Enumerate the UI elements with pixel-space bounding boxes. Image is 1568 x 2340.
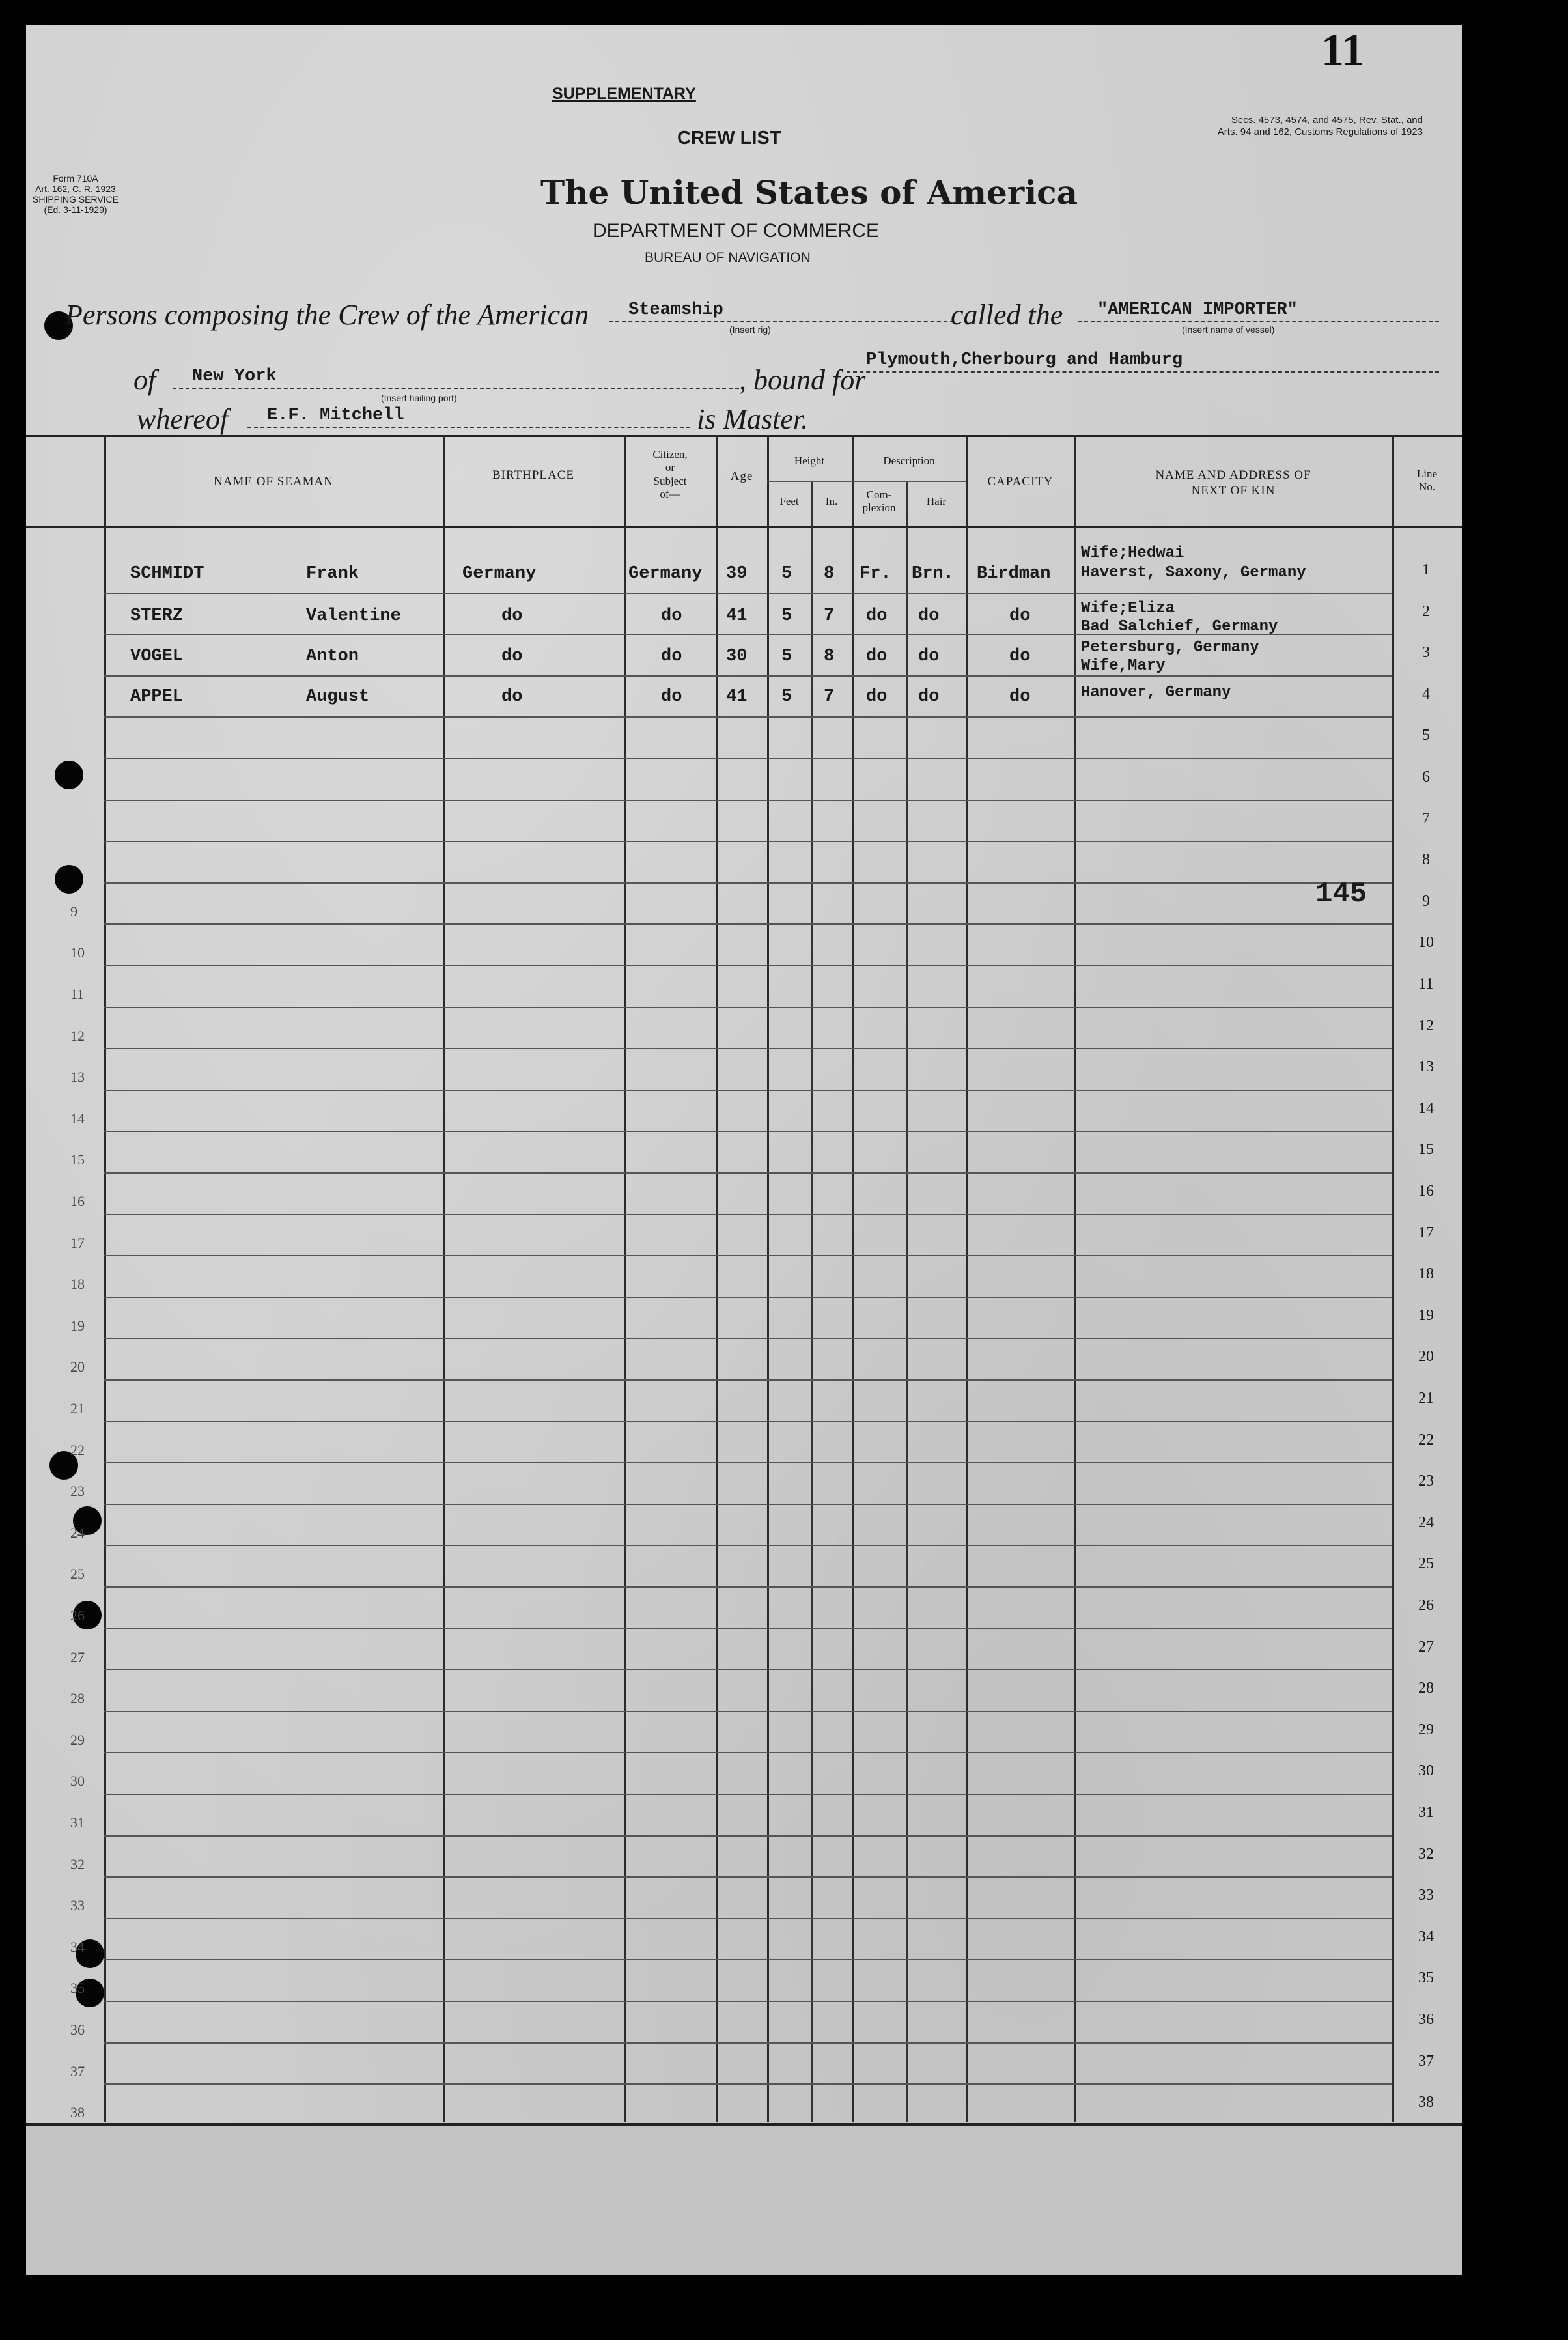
line-number: 7 [1422, 810, 1430, 827]
row-rule [104, 2001, 1392, 2002]
height-feet: 5 [781, 647, 792, 666]
col-kin-header [1074, 468, 1392, 499]
margin-line-number: 35 [70, 1980, 85, 1997]
form-line-4: (Ed. 3-11-1929) [44, 204, 107, 216]
given-name: Valentine [306, 606, 401, 626]
surname: STERZ [130, 606, 184, 626]
hailing-port-field: New York [173, 367, 739, 389]
row-rule [104, 841, 1392, 842]
margin-line-number: 38 [70, 2104, 85, 2121]
row-rule [104, 1007, 1392, 1008]
hair: Brn. [912, 564, 954, 584]
margin-line-number: 33 [70, 1897, 85, 1914]
row-rule [104, 1669, 1392, 1670]
line-number: 1 [1422, 561, 1430, 578]
row-rule [104, 1545, 1392, 1546]
line-number: 22 [1418, 1431, 1434, 1448]
rig-hint: (Insert rig) [729, 324, 771, 335]
age: 30 [726, 647, 748, 666]
margin-line-number: 22 [70, 1441, 85, 1458]
line-number: 35 [1418, 1969, 1434, 1987]
capacity: do [1009, 647, 1031, 666]
row-rule [104, 1918, 1392, 1919]
margin-line-number: 24 [70, 1524, 85, 1541]
line-number: 31 [1418, 1804, 1434, 1821]
citizen-header-line: Citizen, [652, 448, 688, 460]
margin-line-number: 36 [70, 2022, 85, 2038]
kin-name: Hanover, Germany [1081, 684, 1231, 701]
kin-header-line: NEXT OF KIN [1191, 483, 1276, 498]
line-number: 17 [1418, 1224, 1434, 1241]
line-number: 24 [1418, 1514, 1434, 1531]
form-number-block [33, 173, 119, 215]
capacity: do [1009, 687, 1031, 707]
kin-address: Wife,Mary [1081, 657, 1166, 675]
margin-line-number: 10 [70, 944, 85, 961]
col-birthplace-header: BIRTHPLACE [492, 468, 575, 482]
statute-reference [1218, 115, 1423, 138]
citizen-header-line: of— [660, 488, 680, 501]
row-rule [104, 965, 1392, 966]
margin-line-number: 30 [70, 1773, 85, 1790]
age: 41 [726, 687, 748, 707]
margin-line-number: 31 [70, 1814, 85, 1831]
row-rule [104, 1048, 1392, 1049]
line-number: 10 [1418, 934, 1434, 952]
vessel-hint: (Insert name of vessel) [1182, 324, 1275, 335]
kin-header-line: NAME AND ADDRESS OF [1155, 468, 1311, 482]
line-number: 2 [1422, 602, 1430, 620]
capacity: Birdman [977, 564, 1051, 584]
supplementary-label: SUPPLEMENTARY [552, 85, 696, 103]
row-rule [104, 716, 1392, 718]
hair: do [918, 687, 940, 707]
line-number: 8 [1422, 851, 1430, 869]
row-rule [104, 1214, 1392, 1215]
height-feet: 5 [781, 606, 792, 626]
row-rule [104, 1172, 1392, 1174]
surname: VOGEL [130, 647, 184, 666]
form-line-1: Form 710A [53, 173, 98, 184]
line-number: 15 [1418, 1141, 1434, 1159]
line-number: 27 [1418, 1638, 1434, 1656]
line-number: 30 [1418, 1762, 1434, 1780]
called-label: called the [951, 299, 1063, 331]
row-rule [104, 1794, 1392, 1795]
line-number: 21 [1418, 1390, 1434, 1407]
col-height-header: Height [794, 455, 825, 467]
row-rule [104, 675, 1392, 677]
line-number: 38 [1418, 2094, 1434, 2111]
form-line-2: Art. 162, C. R. 1923 [35, 184, 116, 195]
kin-name: Petersburg, Germany [1081, 639, 1259, 656]
birthplace: Germany [462, 564, 537, 584]
height-inches: 8 [824, 647, 835, 666]
line-number: 11 [1418, 976, 1434, 993]
row-rule [104, 1255, 1392, 1256]
complexion: do [866, 687, 888, 707]
margin-line-number: 11 [70, 986, 85, 1002]
surname: APPEL [130, 687, 184, 707]
line-no-header-line: Line [1416, 468, 1438, 480]
height-inches: 8 [824, 564, 835, 584]
margin-line-number: 26 [70, 1607, 85, 1624]
citizen-of: do [661, 606, 682, 626]
line-no-header-line: No. [1418, 481, 1436, 494]
whereof-label: whereof [137, 403, 229, 435]
citizen-of: Germany [628, 564, 703, 584]
birthplace: do [501, 647, 523, 666]
col-capacity-header: CAPACITY [987, 475, 1054, 488]
margin-line-number: 15 [70, 1151, 85, 1168]
row-rule [104, 1711, 1392, 1712]
line-number: 23 [1418, 1473, 1434, 1490]
row-rule [104, 800, 1392, 801]
line-number: 16 [1418, 1183, 1434, 1200]
hair: do [918, 647, 940, 666]
height-inches: 7 [824, 606, 835, 626]
destination-field: Plymouth,Cherbourg and Hamburg [847, 350, 1439, 373]
margin-line-number: 37 [70, 2063, 85, 2079]
corner-mark: 11 [1321, 25, 1364, 76]
country-title: The United States of America [540, 173, 1078, 212]
line-number: 12 [1418, 1017, 1434, 1034]
line-number: 3 [1422, 644, 1430, 662]
col-age-header: Age [730, 470, 753, 483]
age: 39 [726, 564, 748, 584]
complexion-header-line: Com- [866, 488, 892, 501]
department-title: DEPARTMENT OF COMMERCE [593, 220, 880, 242]
margin-line-number: 23 [70, 1483, 85, 1500]
line-number: 14 [1418, 1099, 1434, 1117]
line-number: 5 [1422, 727, 1430, 744]
margin-line-number: 12 [70, 1027, 85, 1044]
line-number: 20 [1418, 1348, 1434, 1366]
kin-name: Wife;Hedwai [1081, 544, 1184, 562]
col-line-no-header [1392, 468, 1462, 494]
col-inches-header: In. [825, 495, 838, 507]
row-rule [104, 923, 1392, 925]
citizen-header-line: Subject [653, 474, 687, 487]
kin-address: Haverst, Saxony, Germany [1081, 564, 1306, 582]
line-number: 37 [1418, 2052, 1434, 2070]
margin-line-number: 29 [70, 1731, 85, 1748]
punch-hole [55, 761, 83, 789]
birthplace: do [501, 687, 523, 707]
birthplace: do [501, 606, 523, 626]
row-rule [104, 1586, 1392, 1588]
given-name: Frank [306, 564, 359, 584]
row-rule [104, 1462, 1392, 1463]
line-number: 6 [1422, 768, 1430, 785]
row-rule [104, 1876, 1392, 1878]
margin-line-number: 18 [70, 1276, 85, 1293]
margin-line-number: 13 [70, 1069, 85, 1086]
row-rule [104, 1628, 1392, 1629]
bottom-margin [26, 2125, 1462, 2275]
master-label: is Master. [697, 403, 809, 435]
bureau-title: BUREAU OF NAVIGATION [645, 250, 811, 265]
line-number: 25 [1418, 1555, 1434, 1573]
row-rule [104, 2083, 1392, 2085]
complexion-header-line: plexion [862, 501, 896, 515]
col-complexion-header [852, 488, 906, 515]
col-description-header: Description [883, 455, 935, 467]
form-line-3: SHIPPING SERVICE [33, 194, 119, 205]
margin-line-number: 27 [70, 1648, 85, 1665]
row-rule [104, 1131, 1392, 1132]
line-number: 18 [1418, 1265, 1434, 1283]
margin-line-number: 28 [70, 1690, 85, 1707]
age: 41 [726, 606, 748, 626]
row-rule [104, 1421, 1392, 1422]
row-rule [104, 1090, 1392, 1091]
height-inches: 7 [824, 687, 835, 707]
kin-name: Wife;Eliza [1081, 600, 1175, 617]
col-name-header: NAME OF SEAMAN [214, 475, 333, 488]
rig-field: Steamship [609, 300, 954, 322]
line-number: 9 [1422, 892, 1430, 910]
line-number: 28 [1418, 1680, 1434, 1697]
given-name: Anton [306, 647, 359, 666]
surname: SCHMIDT [130, 564, 204, 584]
line-number: 26 [1418, 1597, 1434, 1614]
statute-line-2: Arts. 94 and 162, Customs Regulations of 1923 [1217, 126, 1423, 137]
height-feet: 5 [781, 687, 792, 707]
margin-line-number: 32 [70, 1855, 85, 1872]
row-rule [104, 882, 1392, 884]
line-number: 36 [1418, 2011, 1434, 2028]
margin-line-number: 25 [70, 1566, 85, 1583]
capacity: do [1009, 606, 1031, 626]
citizen-header-line: or [665, 461, 675, 474]
hailing-hint: (Insert hailing port) [381, 393, 457, 403]
persons-label: Persons composing the Crew of the American [65, 299, 589, 331]
row-rule [104, 1959, 1392, 1960]
line-number: 13 [1418, 1058, 1434, 1076]
margin-line-number: 21 [70, 1400, 85, 1417]
given-name: August [306, 687, 370, 707]
citizen-of: do [661, 647, 682, 666]
line-number: 33 [1418, 1887, 1434, 1904]
row-rule [104, 1338, 1392, 1339]
statute-line-1: Secs. 4573, 4574, and 4575, Rev. Stat., and [1231, 115, 1423, 126]
margin-line-number: 14 [70, 1110, 85, 1127]
line-number: 19 [1418, 1306, 1434, 1324]
complexion: Fr. [860, 564, 891, 584]
line-number: 29 [1418, 1721, 1434, 1738]
row-rule [104, 1835, 1392, 1837]
of-label: of [133, 364, 156, 396]
row-rule [104, 1752, 1392, 1753]
row-rule [104, 1379, 1392, 1381]
row-rule [104, 2042, 1392, 2044]
stamped-number: 145 [1315, 878, 1367, 910]
row-rule [104, 1504, 1392, 1505]
margin-line-number: 17 [70, 1234, 85, 1251]
row-rule [104, 1297, 1392, 1298]
crew-list-title: CREW LIST [677, 128, 781, 148]
margin-line-number: 9 [70, 903, 77, 920]
complexion: do [866, 606, 888, 626]
hair: do [918, 606, 940, 626]
margin-line-number: 34 [70, 1938, 85, 1955]
master-field: E.F. Mitchell [247, 406, 690, 428]
margin-line-number: 20 [70, 1359, 85, 1375]
col-hair-header: Hair [926, 495, 947, 507]
kin-address: Bad Salchief, Germany [1081, 618, 1278, 636]
height-feet: 5 [781, 564, 792, 584]
margin-line-number: 16 [70, 1193, 85, 1209]
col-feet-header: Feet [779, 495, 799, 507]
punch-hole [55, 865, 83, 894]
vessel-name-field: "AMERICAN IMPORTER" [1078, 300, 1439, 322]
document-page [26, 25, 1462, 2275]
row-rule [104, 758, 1392, 759]
citizen-of: do [661, 687, 682, 707]
col-citizen-header [624, 448, 716, 501]
line-number: 32 [1418, 1845, 1434, 1863]
line-number: 4 [1422, 685, 1430, 703]
line-number: 34 [1418, 1928, 1434, 1945]
margin-line-number: 19 [70, 1317, 85, 1334]
bound-label: , bound for [739, 364, 866, 396]
complexion: do [866, 647, 888, 666]
row-rule [104, 593, 1392, 594]
